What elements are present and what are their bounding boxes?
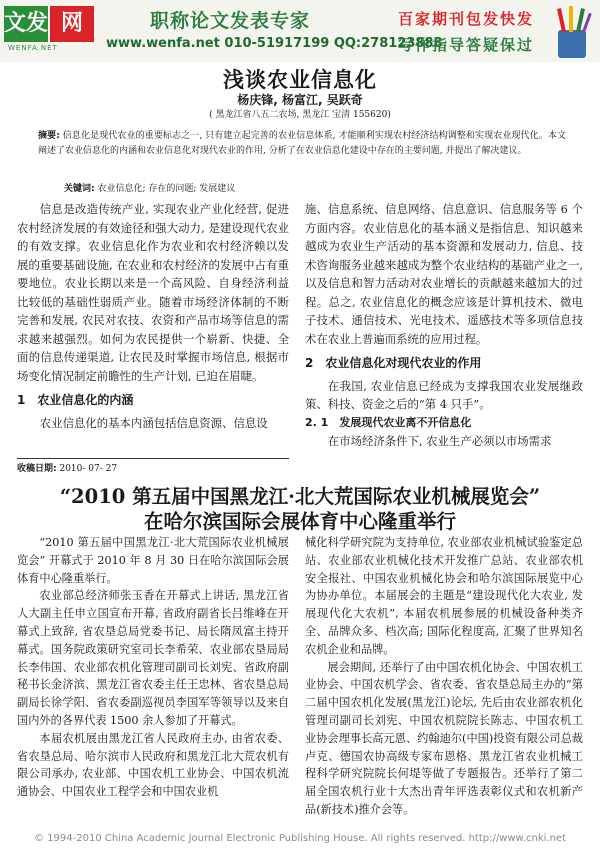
abstract-label: 摘要: [38,131,60,141]
abstract-text: 信息化是现代农业的重要标志之一, 只有建立起完善的农业信息体系, 才能顺利实现农村经济结构调整和实现农业现代化。本文阐述了农业信息化的内涵和农业信息化对现代农业的作用, 分析了在农业信息化建设中存在的主要问题, 并提出了解决建议。 [38,131,566,156]
news-paragraph: 械化科学研究院为支持单位, 农业部农业机械试验鉴定总站、农业部农业机械化技术开发推广总站、农业部农机安全报社、中国农业机械化协会和哈尔滨国际展览中心为协办单位。本届展会的主题是“建设现代化大农业, 发展现代化大农机”, 本届农机展参展的机械设备种类齐全、品牌众多、档次高; 国际化程度高, 汇聚了世界知名农机企业和品牌。 [305,536,583,656]
logo-word-1: 文发 [4,6,48,42]
section-heading-1: 1 农业信息化的内涵 [17,393,134,407]
received-value: 2010- 07- 27 [59,464,118,474]
received-label: 收稿日期: [17,464,57,474]
article-paragraph: 信息是改造传统产业, 实现农业产业化经营, 促进农村经济发展的有效途径和强大动力, 是建设现代农业的有效支撑。农业信息化作为农业和农村经济赖以发展的重要基础设施, 在农业和农村经济的发展中占有重要地位。农业长期以来是一个高风险、自身经济利益比较低的基础性弱质产业。随着市场经济体制的不断完善和发展, 农民对农技、农资和产品市场等信息的需求越来越强烈。如何为农民提供一个崭新、快捷、全面的信息传递渠道, 让农民及时掌握市场信息, 根据市场变化情况制定前瞻性的生产计划, 已迫在眉睫。 [17,202,289,383]
keywords-text: 农业信息化; 存在的问题; 发展建议 [97,184,236,194]
article-paragraph: 施、信息系统、信息网络、信息意识、信息服务等 6 个方面内容。农业信息化的基本涵义是指信息、知识越来越成为农业生产活动的基本资源和发展动力, 信息、技术咨询服务业越来越成为整个农业结构的基础产业之一, 以及信息和智力活动对农业增长的贡献越来越加大的过程。总之, 农业信息化的概念应该是计算机技术、微电子技术、通信技术、光电技术、遥感技术等多项信息技术在农业上普遍而系统的应用过程。 [305,202,583,346]
news-paragraph: 展会期间, 还举行了由中国农机化协会、中国农机工业协会、中国农机学会、省农委、省农垦总局主办的“第二届中国农机化发展(黑龙江)论坛, 先后由农业部农机化管理司副司长刘宪、中国农机院院长陈志、中国农机工业协会理事长高元恩、约翰迪尔(中国)投资有限公司总裁卢克、德国农协高级专家布恩格、黑龙江省农业机械工程科学研究院院长何堤等做了专题报告。还举行了第二届全国农机行业十大杰出青年评选表彰仪式和农机新产品(新技术)推介会等。 [305,660,583,816]
news-title-line-1: “2010 第五届中国黑龙江·北大荒国际农业机械展览会” [59,485,541,508]
news-paragraph: 农业部总经济师张玉香在开幕式上讲话, 黑龙江省人大副主任申立国宣布开幕, 省政府副省长吕维峰在开幕式上致辞, 省农垦总局党委书记、局长隋凤富主持开幕式。国务院政策研究室司长李希荣、农业部农垦局局长李伟国、农业部农机化管理司副司长刘宪、省政府副秘书长金济滨、黑龙江省农委主任王忠林、省农垦总局副局长徐学阳、省农委副巡视员李国军等领导以及来自国内外的各界代表 1500 余人参加了开幕式。 [17,589,289,727]
keywords [64,182,564,196]
article-authors: 杨庆锋, 杨富江, 吴跃奇 [237,93,363,107]
article-title: 浅谈农业信息化 [223,68,377,92]
pen-holder-icon [548,4,596,60]
article-right-column [305,200,583,451]
banner-slogan-1: 百家期刊包发快发 [398,10,535,28]
logo-subtitle: WENFA.NET [8,44,58,52]
header-banner[interactable] [0,0,600,62]
logo-word-2: 网 [50,6,94,42]
article-paragraph: 在我国, 农业信息已经成为支撑我国农业发展继政策、科技、资金之后的“第 4 只手”。 [305,378,583,411]
news-paragraph: 本届农机展由黑龙江省人民政府主办, 由省农委、省农垦总局、哈尔滨市人民政府和黑龙江北大荒农机有限公司承办, 农业部、中国农机工业协会、中国农机流通协会、中国农业工程学会和中国农业机 [17,731,289,799]
news-left-column [17,534,289,801]
news-title-line-2: 在哈尔滨国际会展体育中心隆重举行 [143,510,456,533]
article-paragraph: 农业信息化的基本内涵包括信息资源、信息设 [39,415,268,430]
keywords-label: 关键词: [64,184,95,194]
news-paragraph: “2010 第五届中国黑龙江·北大荒国际农业机械展览会” 开幕式于 2010 年 8 月 30 日在哈尔滨国际会展体育中心隆重举行。 [17,536,289,585]
copyright-footer: © 1994-2010 China Academic Journal Electronic Publishing House. All rights reserved. http://www.cnki.net [34,833,566,844]
abstract [38,129,566,159]
received-date [17,461,117,474]
news-right-column [305,534,583,819]
wenfa-logo[interactable] [4,6,96,52]
banner-title: 职称论文发表专家 [150,10,311,32]
banner-contact[interactable]: www.wenfa.net 010-51917199 QQ:278123888 [106,36,443,51]
subsection-heading-2-1: 2. 1 发展现代农业离不开信息化 [305,415,472,429]
article-affiliation: ( 黑龙江省八五二农场, 黑龙江 宝清 155620) [209,110,391,120]
section-heading-2: 2 农业信息化对现代农业的作用 [305,356,482,370]
article-left-column [17,200,289,432]
banner-slogan-2: 写作指导答疑保过 [398,36,535,54]
footnote-divider [17,458,289,459]
article-paragraph: 在市场经济条件下, 农业生产必须以市场需求 [327,434,552,448]
